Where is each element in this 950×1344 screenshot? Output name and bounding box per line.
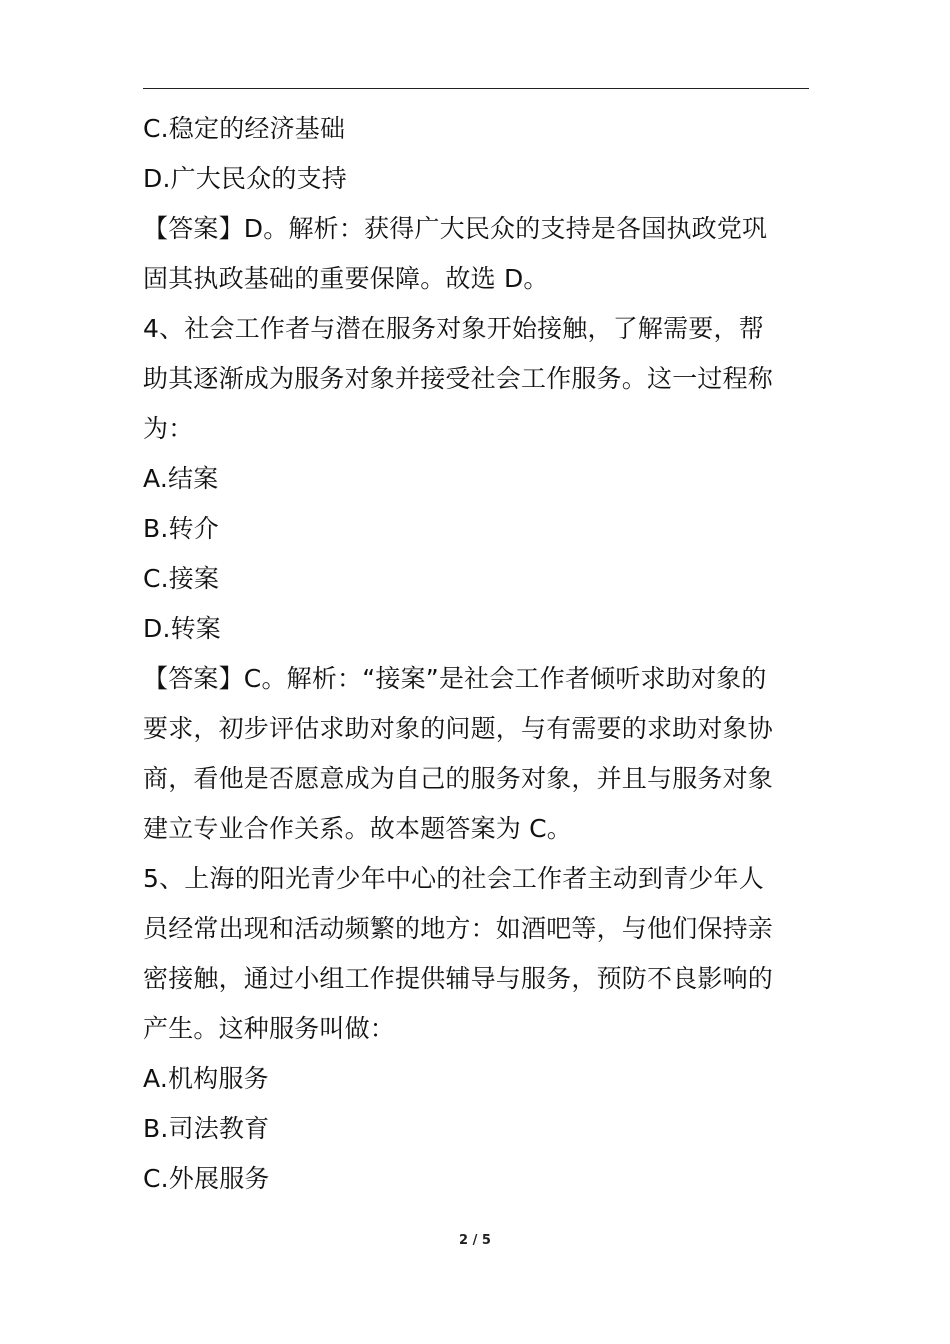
question-4-line: 助其逐渐成为服务对象并接受社会工作服务。这一过程称 — [143, 364, 774, 393]
option-c-line: C.接案 — [143, 564, 220, 593]
option-b-line: B.司法教育 — [143, 1114, 270, 1143]
question-5-line: 产生。这种服务叫做： — [143, 1014, 396, 1043]
option-b-line: B.转介 — [143, 514, 219, 543]
option-c-line: C.外展服务 — [143, 1164, 270, 1193]
question-5-line: 密接触，通过小组工作提供辅导与服务，预防不良影响的 — [143, 964, 774, 993]
answer-line: 建立专业合作关系。故本题答案为 C。 — [143, 814, 573, 843]
question-5-line: 员经常出现和活动频繁的地方：如酒吧等，与他们保持亲 — [143, 914, 774, 943]
question-4-line: 4、社会工作者与潜在服务对象开始接触，了解需要，帮 — [143, 314, 764, 343]
option-a-line: A.结案 — [143, 464, 219, 493]
question-5-line: 5、上海的阳光青少年中心的社会工作者主动到青少年人 — [143, 864, 764, 893]
option-c-line: C.稳定的经济基础 — [143, 114, 346, 143]
page-number: 2 / 5 — [459, 1233, 491, 1248]
answer-line: 【答案】D。解析：获得广大民众的支持是各国执政党巩 — [143, 214, 768, 243]
option-a-line: A.机构服务 — [143, 1064, 269, 1093]
answer-line: 要求，初步评估求助对象的问题，与有需要的求助对象协 — [143, 714, 774, 743]
answer-line: 固其执政基础的重要保障。故选 D。 — [143, 264, 549, 293]
option-d-line: D.广大民众的支持 — [143, 164, 347, 193]
answer-line: 商，看他是否愿意成为自己的服务对象，并且与服务对象 — [143, 764, 774, 793]
question-4-line: 为： — [143, 414, 194, 443]
option-d-line: D.转案 — [143, 614, 221, 643]
header-rule — [143, 88, 809, 89]
document-body — [143, 104, 809, 1204]
answer-line: 【答案】C。解析：“接案”是社会工作者倾听求助对象的 — [143, 664, 767, 693]
